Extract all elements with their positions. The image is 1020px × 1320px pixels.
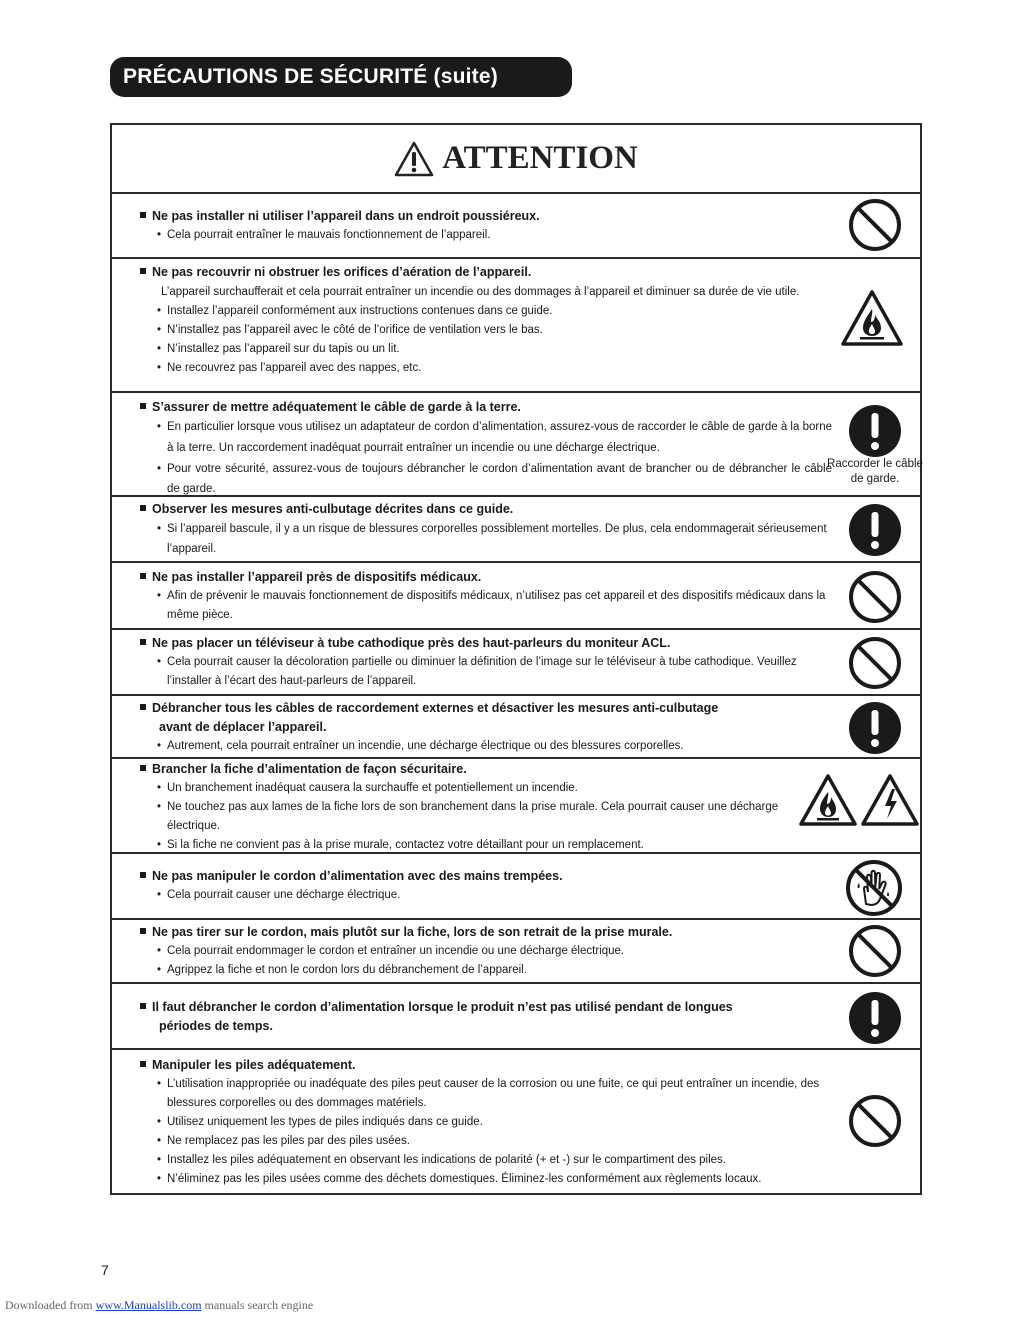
prohibition-icon — [847, 197, 903, 253]
item-bullet: • Si l’appareil bascule, il y a un risque de blessures corporelles possiblement mortelles. De plus, cela endommagerait sérieusement l’appareil. — [157, 523, 827, 555]
mandatory-action-icon — [848, 404, 902, 458]
item-heading: Ne pas installer ni utiliser l’appareil dans un endroit poussiéreux. — [140, 207, 832, 226]
attention-title: ATTENTION — [442, 140, 638, 176]
item-heading: Ne pas installer l’appareil près de dispositifs médicaux. — [140, 568, 832, 587]
item-bullet: • En particulier lorsque vous utilisez un adaptateur de cordon d’alimentation, assurez-vous de raccorder le câble de garde à la borne à la terre. Un raccordement inadéquat pourrait entraîner un incendie ou une décharge électrique. — [157, 421, 832, 454]
safety-item-crt — [112, 630, 920, 696]
safety-item-moving — [112, 696, 920, 759]
item-heading: Ne pas tirer sur le cordon, mais plutôt sur la fiche, lors de son retrait de la prise murale. — [140, 923, 832, 942]
item-bullet: • Autrement, cela pourrait entraîner un incendie, une décharge électrique ou des blessures corporelles. — [157, 740, 684, 752]
item-heading: Ne pas recouvrir ni obstruer les orifices d’aération de l’appareil. — [140, 263, 832, 282]
item-bullet: • Installez l’appareil conformément aux instructions contenues dans ce guide. — [157, 305, 553, 317]
prohibition-icon — [847, 569, 903, 625]
item-bullet: • Cela pourrait causer la décoloration partielle ou diminuer la définition de l’image sur le téléviseur à tube cathodique. Veuillez l’installer à l’écart des haut-parleurs de l’appareil. — [157, 656, 797, 687]
item-heading: Il faut débrancher le cordon d’alimentation lorsque le produit n’est pas utilisé pendant de longues périodes de temps. — [140, 998, 832, 1036]
item-bullet: • Afin de prévenir le mauvais fonctionnement de dispositifs médicaux, n’utilisez pas cet appareil et des dispositifs médicaux dans la même pièce. — [157, 590, 826, 621]
item-bullet: • N’éliminez pas les piles usées comme des déchets domestiques. Éliminez-les conformément aux règlements locaux. — [157, 1173, 762, 1185]
electric-shock-icon — [860, 773, 920, 827]
warning-triangle-icon — [394, 141, 434, 177]
wet-hands-prohibition-icon — [845, 859, 903, 917]
fire-hazard-icon — [840, 289, 904, 347]
prohibition-icon — [847, 1093, 903, 1149]
item-heading: Ne pas manipuler le cordon d’alimentation avec des mains trempées. — [140, 867, 832, 886]
attention-header — [112, 125, 920, 194]
item-bullet: • Un branchement inadéquat causera la surchauffe et potentiellement un incendie. — [157, 782, 578, 794]
item-bullet: • Agrippez la fiche et non le cordon lors du débranchement de l’appareil. — [157, 964, 527, 976]
item-heading: Ne pas placer un téléviseur à tube cathodique près des haut-parleurs du moniteur ACL. — [140, 634, 832, 653]
safety-item-anti-tip — [112, 497, 920, 563]
mandatory-action-icon — [848, 991, 902, 1045]
item-bullet: • Cela pourrait entraîner le mauvais fonctionnement de l’appareil. — [157, 229, 491, 241]
item-bullet: • Pour votre sécurité, assurez-vous de toujours débrancher le cordon d’alimentation avant de brancher ou de débrancher le câble de garde. — [157, 463, 832, 495]
mandatory-action-icon — [848, 701, 902, 755]
item-paragraph: L’appareil surchaufferait et cela pourrait entraîner un incendie ou des dommages à l’appareil et diminuer sa durée de vie utile. — [161, 286, 800, 298]
item-bullet: • L’utilisation inappropriée ou inadéquate des piles peut causer de la corrosion ou une fuite, ce qui peut entraîner un incendie, des blessures corporelles ou des dommages matériels. — [157, 1078, 820, 1109]
safety-item-pull-plug — [112, 920, 920, 984]
item-bullet: • Si la fiche ne convient pas à la prise murale, contactez votre détaillant pour un remplacement. — [157, 839, 644, 851]
footer-prefix: Downloaded from — [5, 1298, 93, 1312]
safety-item-medical — [112, 563, 920, 630]
item-bullet: • Installez les piles adéquatement en observant les indications de polarité (+ et -) sur le compartiment des piles. — [157, 1154, 727, 1166]
safety-item-ground — [112, 393, 923, 497]
item-heading: Manipuler les piles adéquatement. — [140, 1056, 832, 1075]
item-bullet: • Cela pourrait endommager le cordon et entraîner un incendie ou une décharge électrique. — [157, 945, 625, 957]
fire-hazard-icon — [798, 773, 858, 827]
safety-item-ventilation — [112, 259, 920, 393]
safety-item-unplug — [112, 984, 920, 1050]
mandatory-action-icon — [848, 503, 902, 557]
item-bullet: • Ne remplacez pas les piles par des piles usées. — [157, 1135, 410, 1147]
item-bullet: • N’installez pas l’appareil avec le côté de l’orifice de ventilation vers le bas. — [157, 324, 543, 336]
ground-caption: Raccorder le câble de garde. — [827, 458, 923, 485]
prohibition-icon — [847, 635, 903, 691]
item-heading: Brancher la fiche d’alimentation de façon sécuritaire. — [140, 760, 832, 779]
footer-suffix: manuals search engine — [204, 1298, 314, 1312]
safety-item-wet-hands — [112, 854, 920, 920]
item-bullet: • Ne recouvrez pas l’appareil avec des nappes, etc. — [157, 362, 422, 374]
safety-item-dust — [112, 192, 920, 259]
download-footer — [5, 1298, 313, 1313]
item-bullet: • N’installez pas l’appareil sur du tapis ou un lit. — [157, 343, 400, 355]
prohibition-icon — [847, 923, 903, 979]
item-heading: Observer les mesures anti-culbutage décrites dans ce guide. — [140, 500, 832, 519]
item-heading: Débrancher tous les câbles de raccordement externes et désactiver les mesures anti-culbutage avant de déplacer l’appareil. — [140, 699, 832, 737]
attention-panel — [110, 123, 922, 1195]
page-number: 7 — [101, 1262, 109, 1278]
item-bullet: • Cela pourrait causer une décharge électrique. — [157, 889, 401, 901]
safety-item-batteries — [112, 1050, 920, 1195]
item-heading: S’assurer de mettre adéquatement le câble de garde à la terre. — [140, 398, 832, 417]
manualslib-link[interactable]: www.Manualslib.com — [95, 1298, 202, 1312]
safety-item-plug — [112, 759, 920, 854]
item-bullet: • Utilisez uniquement les types de piles indiqués dans ce guide. — [157, 1116, 483, 1128]
page-title: PRÉCAUTIONS DE SÉCURITÉ (suite) — [110, 57, 572, 97]
item-bullet: • Ne touchez pas aux lames de la fiche lors de son branchement dans la prise murale. Cela pourrait causer une décharge électrique. — [157, 801, 779, 832]
